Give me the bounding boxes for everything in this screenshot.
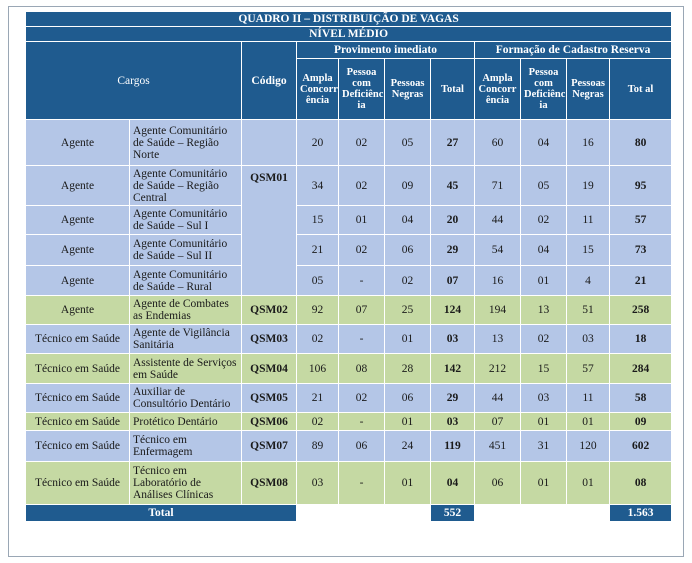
total-cell: 119 (431, 431, 475, 462)
value-cell: 04 (521, 235, 567, 266)
value-cell: 44 (475, 206, 521, 235)
table-row (26, 413, 672, 431)
ampla-header: Ampla Concorr ência (297, 59, 339, 120)
total-cell: 03 (431, 413, 475, 431)
vacancy-table (25, 11, 672, 522)
subcargo-cell: Protético Dentário (130, 413, 242, 431)
cargo-cell: Técnico em Saúde (26, 413, 130, 431)
value-cell: 16 (567, 120, 610, 166)
value-cell: 07 (475, 413, 521, 431)
value-cell: 194 (475, 296, 521, 325)
total-cell: 58 (610, 384, 672, 413)
total-cell: 142 (431, 354, 475, 384)
cargos-header: Cargos (26, 42, 242, 120)
value-cell: 03 (521, 384, 567, 413)
value-cell: 01 (339, 206, 385, 235)
value-cell: 02 (339, 235, 385, 266)
blank-cell (475, 505, 610, 522)
total-cell: 57 (610, 206, 672, 235)
value-cell: 71 (475, 166, 521, 206)
value-cell: 20 (297, 120, 339, 166)
table-row (26, 235, 672, 266)
total-cell: 07 (431, 266, 475, 296)
negras-header: Pessoas Negras (385, 59, 431, 120)
value-cell: 34 (297, 166, 339, 206)
code-cell: QSM04 (242, 354, 297, 384)
subcargo-cell: Agente Comunitário de Saúde – Rural (130, 266, 242, 296)
total-cell: 27 (431, 120, 475, 166)
value-cell: 15 (297, 206, 339, 235)
value-cell: 01 (567, 462, 610, 505)
cargo-cell: Agente (26, 296, 130, 325)
value-cell: 04 (521, 120, 567, 166)
negras-header: Pessoas Negras (567, 59, 610, 120)
value-cell: 21 (297, 235, 339, 266)
cargo-cell: Agente (26, 235, 130, 266)
value-cell: 06 (385, 235, 431, 266)
value-cell: 25 (385, 296, 431, 325)
table-row (26, 431, 672, 462)
total-cell: 80 (610, 120, 672, 166)
total-cell: 95 (610, 166, 672, 206)
value-cell: 51 (567, 296, 610, 325)
value-cell: 92 (297, 296, 339, 325)
value-cell: 44 (475, 384, 521, 413)
value-cell: 01 (521, 462, 567, 505)
value-cell: 13 (475, 325, 521, 354)
value-cell: 02 (521, 325, 567, 354)
total-cell: 18 (610, 325, 672, 354)
value-cell: 02 (339, 120, 385, 166)
value-cell: 01 (521, 266, 567, 296)
value-cell: 106 (297, 354, 339, 384)
total-cell: 73 (610, 235, 672, 266)
value-cell: 451 (475, 431, 521, 462)
value-cell: 02 (339, 166, 385, 206)
value-cell: 60 (475, 120, 521, 166)
total-cell: 602 (610, 431, 672, 462)
cargo-cell: Técnico em Saúde (26, 384, 130, 413)
code-cell (242, 120, 297, 166)
subcargo-cell: Técnico em Laboratório de Análises Clínicas (130, 462, 242, 505)
value-cell: 02 (297, 325, 339, 354)
total-cell: 124 (431, 296, 475, 325)
cargo-cell: Técnico em Saúde (26, 354, 130, 384)
value-cell: 03 (297, 462, 339, 505)
total-header: Tot al (610, 59, 672, 120)
total-cell: 20 (431, 206, 475, 235)
subcargo-cell: Agente de Combates as Endemias (130, 296, 242, 325)
total-cell: 258 (610, 296, 672, 325)
value-cell: 120 (567, 431, 610, 462)
value-cell: 05 (297, 266, 339, 296)
blank-cell (297, 505, 431, 522)
value-cell: 54 (475, 235, 521, 266)
value-cell: 01 (521, 413, 567, 431)
subcargo-cell: Agente Comunitário de Saúde – Sul I (130, 206, 242, 235)
provimento-header: Provimento imediato (297, 42, 475, 59)
value-cell: 06 (339, 431, 385, 462)
subcargo-cell: Assistente de Serviços em Saúde (130, 354, 242, 384)
value-cell: 11 (567, 206, 610, 235)
code-cell: QSM05 (242, 384, 297, 413)
value-cell: 07 (339, 296, 385, 325)
total-cell: 03 (431, 325, 475, 354)
value-cell: 04 (385, 206, 431, 235)
value-cell: 19 (567, 166, 610, 206)
value-cell: 03 (567, 325, 610, 354)
code-cell: QSM01 (242, 166, 297, 296)
table-subtitle: NÍVEL MÉDIO (26, 27, 672, 42)
code-cell: QSM03 (242, 325, 297, 354)
value-cell: 02 (385, 266, 431, 296)
table-row (26, 462, 672, 505)
value-cell: 02 (339, 384, 385, 413)
provimento-total: 552 (431, 505, 475, 522)
value-cell: 212 (475, 354, 521, 384)
value-cell: 15 (567, 235, 610, 266)
cargo-cell: Agente (26, 120, 130, 166)
cargo-cell: Agente (26, 266, 130, 296)
code-cell: QSM02 (242, 296, 297, 325)
value-cell: 16 (475, 266, 521, 296)
total-cell: 29 (431, 384, 475, 413)
value-cell: 21 (297, 384, 339, 413)
cargo-cell: Agente (26, 206, 130, 235)
deficiencia-header: Pessoa com Deficiênc ia (521, 59, 567, 120)
table-row (26, 384, 672, 413)
value-cell: 4 (567, 266, 610, 296)
total-row (26, 505, 672, 522)
value-cell: 05 (521, 166, 567, 206)
total-cell: 04 (431, 462, 475, 505)
total-cell: 284 (610, 354, 672, 384)
subcargo-cell: Auxiliar de Consultório Dentário (130, 384, 242, 413)
value-cell: 02 (521, 206, 567, 235)
value-cell: - (339, 266, 385, 296)
value-cell: 02 (297, 413, 339, 431)
subcargo-cell: Agente Comunitário de Saúde – Sul II (130, 235, 242, 266)
cargo-cell: Técnico em Saúde (26, 325, 130, 354)
subcargo-cell: Agente Comunitário de Saúde – Região Central (130, 166, 242, 206)
table-title: QUADRO II – DISTRIBUIÇÃO DE VAGAS (26, 12, 672, 27)
total-cell: 09 (610, 413, 672, 431)
total-label: Total (26, 505, 297, 522)
value-cell: 13 (521, 296, 567, 325)
subcargo-cell: Agente Comunitário de Saúde – Região Norte (130, 120, 242, 166)
total-cell: 21 (610, 266, 672, 296)
table-row (26, 296, 672, 325)
value-cell: 11 (567, 384, 610, 413)
cargo-cell: Técnico em Saúde (26, 462, 130, 505)
table-row (26, 120, 672, 166)
value-cell: 08 (339, 354, 385, 384)
value-cell: 06 (475, 462, 521, 505)
value-cell: - (339, 413, 385, 431)
subcargo-cell: Técnico em Enfermagem (130, 431, 242, 462)
subcargo-cell: Agente de Vigilância Sanitária (130, 325, 242, 354)
cadastro-header: Formação de Cadastro Reserva (475, 42, 672, 59)
ampla-header: Ampla Concorr ência (475, 59, 521, 120)
value-cell: 06 (385, 384, 431, 413)
code-cell: QSM08 (242, 462, 297, 505)
value-cell: 15 (521, 354, 567, 384)
value-cell: 57 (567, 354, 610, 384)
table-row (26, 354, 672, 384)
cargo-cell: Agente (26, 166, 130, 206)
value-cell: 89 (297, 431, 339, 462)
value-cell: 01 (385, 462, 431, 505)
value-cell: 31 (521, 431, 567, 462)
codigo-header: Código (242, 42, 297, 120)
value-cell: 01 (385, 413, 431, 431)
cargo-cell: Técnico em Saúde (26, 431, 130, 462)
value-cell: 24 (385, 431, 431, 462)
total-header: Total (431, 59, 475, 120)
code-cell: QSM07 (242, 431, 297, 462)
deficiencia-header: Pessoa com Deficiênc ia (339, 59, 385, 120)
code-cell: QSM06 (242, 413, 297, 431)
value-cell: 28 (385, 354, 431, 384)
value-cell: 01 (385, 325, 431, 354)
value-cell: - (339, 325, 385, 354)
table-row (26, 266, 672, 296)
total-cell: 45 (431, 166, 475, 206)
value-cell: 09 (385, 166, 431, 206)
table-row (26, 325, 672, 354)
value-cell: 05 (385, 120, 431, 166)
total-cell: 08 (610, 462, 672, 505)
cadastro-total: 1.563 (610, 505, 672, 522)
table-row (26, 166, 672, 206)
value-cell: - (339, 462, 385, 505)
value-cell: 01 (567, 413, 610, 431)
total-cell: 29 (431, 235, 475, 266)
table-row (26, 206, 672, 235)
